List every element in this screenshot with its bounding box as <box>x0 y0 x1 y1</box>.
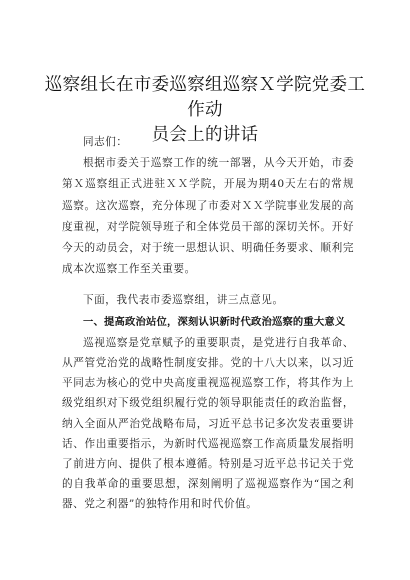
salutation: 同志们： <box>83 136 128 148</box>
paragraph-section-1: 巡视巡察是党章赋予的重要职责，是党进行自我革命、从严管党治党的战略性制度安排。党的十八大以来，以习近平同志为核心的党中央高度重视巡视巡察工作，将其作为上级党组织对下级党组织履行党的领导职能责任的政治监督，纳入全面从严治党战略布局，习近平总书记多次发表重要讲话、作出重要指示，为新时代巡视巡察工作高质量发展指明了前进方向、提供了根本遵循。特别是习近平总书记关于党的自我革命的重要思想，深刻阐明了巡视巡察作为“国之利器、党之利器”的独特作用和时代价值。 <box>62 336 354 511</box>
section-heading-1: 一、提高政治站位，深刻认识新时代政治巡察的重大意义 <box>83 315 346 328</box>
document-body <box>62 132 354 515</box>
paragraph-spacer <box>62 280 354 290</box>
title-line-1: 巡察组长在市委巡察组巡察Ｘ学院党委工作动 <box>44 75 366 120</box>
paragraph-overview: 下面，我代表市委巡察组，讲三点意见。 <box>83 294 284 307</box>
paragraph-intro: 根据市委关于巡察工作的统一部署，从今天开始，市委第Ｘ巡察组正式进驻ＸＸ学院，开展为期40天左右的常规巡察。这次巡察，充分体现了市委对ＸＸ学院事业发展的高度重视，对学院领导班子和全体党员干部的深切关怀。开好今天的动员会，对于统一思想认识、明确任务要求、顺利完成本次巡察工作至关重要。 <box>62 157 354 276</box>
title-line-2: 员会上的讲话 <box>151 125 259 145</box>
